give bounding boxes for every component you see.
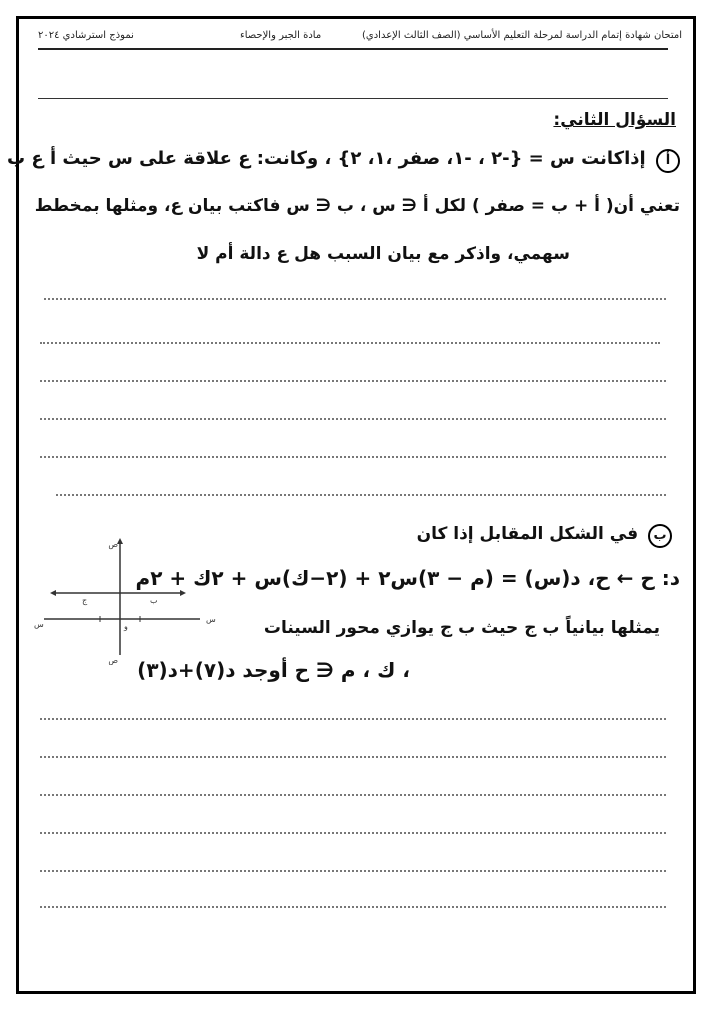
part-b-line-2: يمثلها بيانياً ب ج حيث ب ج يوازي محور السينات — [263, 618, 660, 638]
answer-line — [56, 494, 666, 496]
answer-line — [40, 756, 666, 758]
arrow-left-icon — [50, 590, 56, 596]
label-x-right: س — [206, 615, 216, 624]
arrow-right-icon — [180, 590, 186, 596]
part-a-line-1-text: إذاكانت س = {-٢ ، -١، صفر ،١، ٢} ، وكانت: ع علاقة على س حيث أ ع ب — [7, 148, 646, 169]
label-y-bottom: ص — [108, 656, 118, 665]
answer-line — [40, 380, 666, 382]
label-y-top: ص — [108, 540, 118, 549]
part-b-intro: في الشكل المقابل إذا كان — [416, 524, 639, 544]
part-a-line-1 — [7, 148, 680, 173]
part-b-line-3: ، ك ، م ∈ ح أوجد د(٧)+د(٣) — [137, 658, 410, 682]
label-point-j: ج — [82, 596, 88, 605]
part-a-line-3: سهمي، واذكر مع بيان السبب هل ع دالة أم لا — [196, 244, 570, 264]
part-a-line-2: تعني أن( أ + ب = صفر ) لكل أ ∈ س ، ب ∈ س فاكتب بيان ع، ومثلها بمخطط — [34, 196, 680, 216]
answer-line — [40, 870, 666, 872]
answer-line — [40, 906, 666, 908]
model-label: نموذج استرشادي ٢٠٢٤ — [38, 30, 134, 41]
part-b-intro-line — [417, 524, 672, 548]
answer-line — [40, 418, 666, 420]
header-rule — [38, 48, 668, 50]
answer-line — [40, 342, 660, 344]
part-b-marker: ب — [648, 524, 672, 548]
subject-label: مادة الجبر والإحصاء — [240, 30, 322, 41]
part-b-line-1: د: ح ← ح، د(س) = (م − ٣)س٢ + (٢−ك)س + ٢ك + ٢م — [135, 566, 680, 590]
divider-line — [38, 98, 668, 99]
label-origin: و — [124, 622, 128, 631]
answer-line — [40, 456, 666, 458]
function-graph-figure — [30, 535, 220, 665]
answer-line — [44, 298, 666, 300]
answer-line — [40, 718, 666, 720]
question-title: السؤال الثاني: — [553, 110, 676, 130]
part-a-marker: أ — [656, 149, 680, 173]
label-point-b: ب — [150, 596, 158, 605]
label-x-left: س — [34, 620, 44, 629]
exam-title: امتحان شهادة إتمام الدراسة لمرحلة التعليم الأساسي (الصف الثالث الإعدادي) — [362, 30, 682, 41]
answer-line — [40, 832, 666, 834]
answer-line — [40, 794, 666, 796]
